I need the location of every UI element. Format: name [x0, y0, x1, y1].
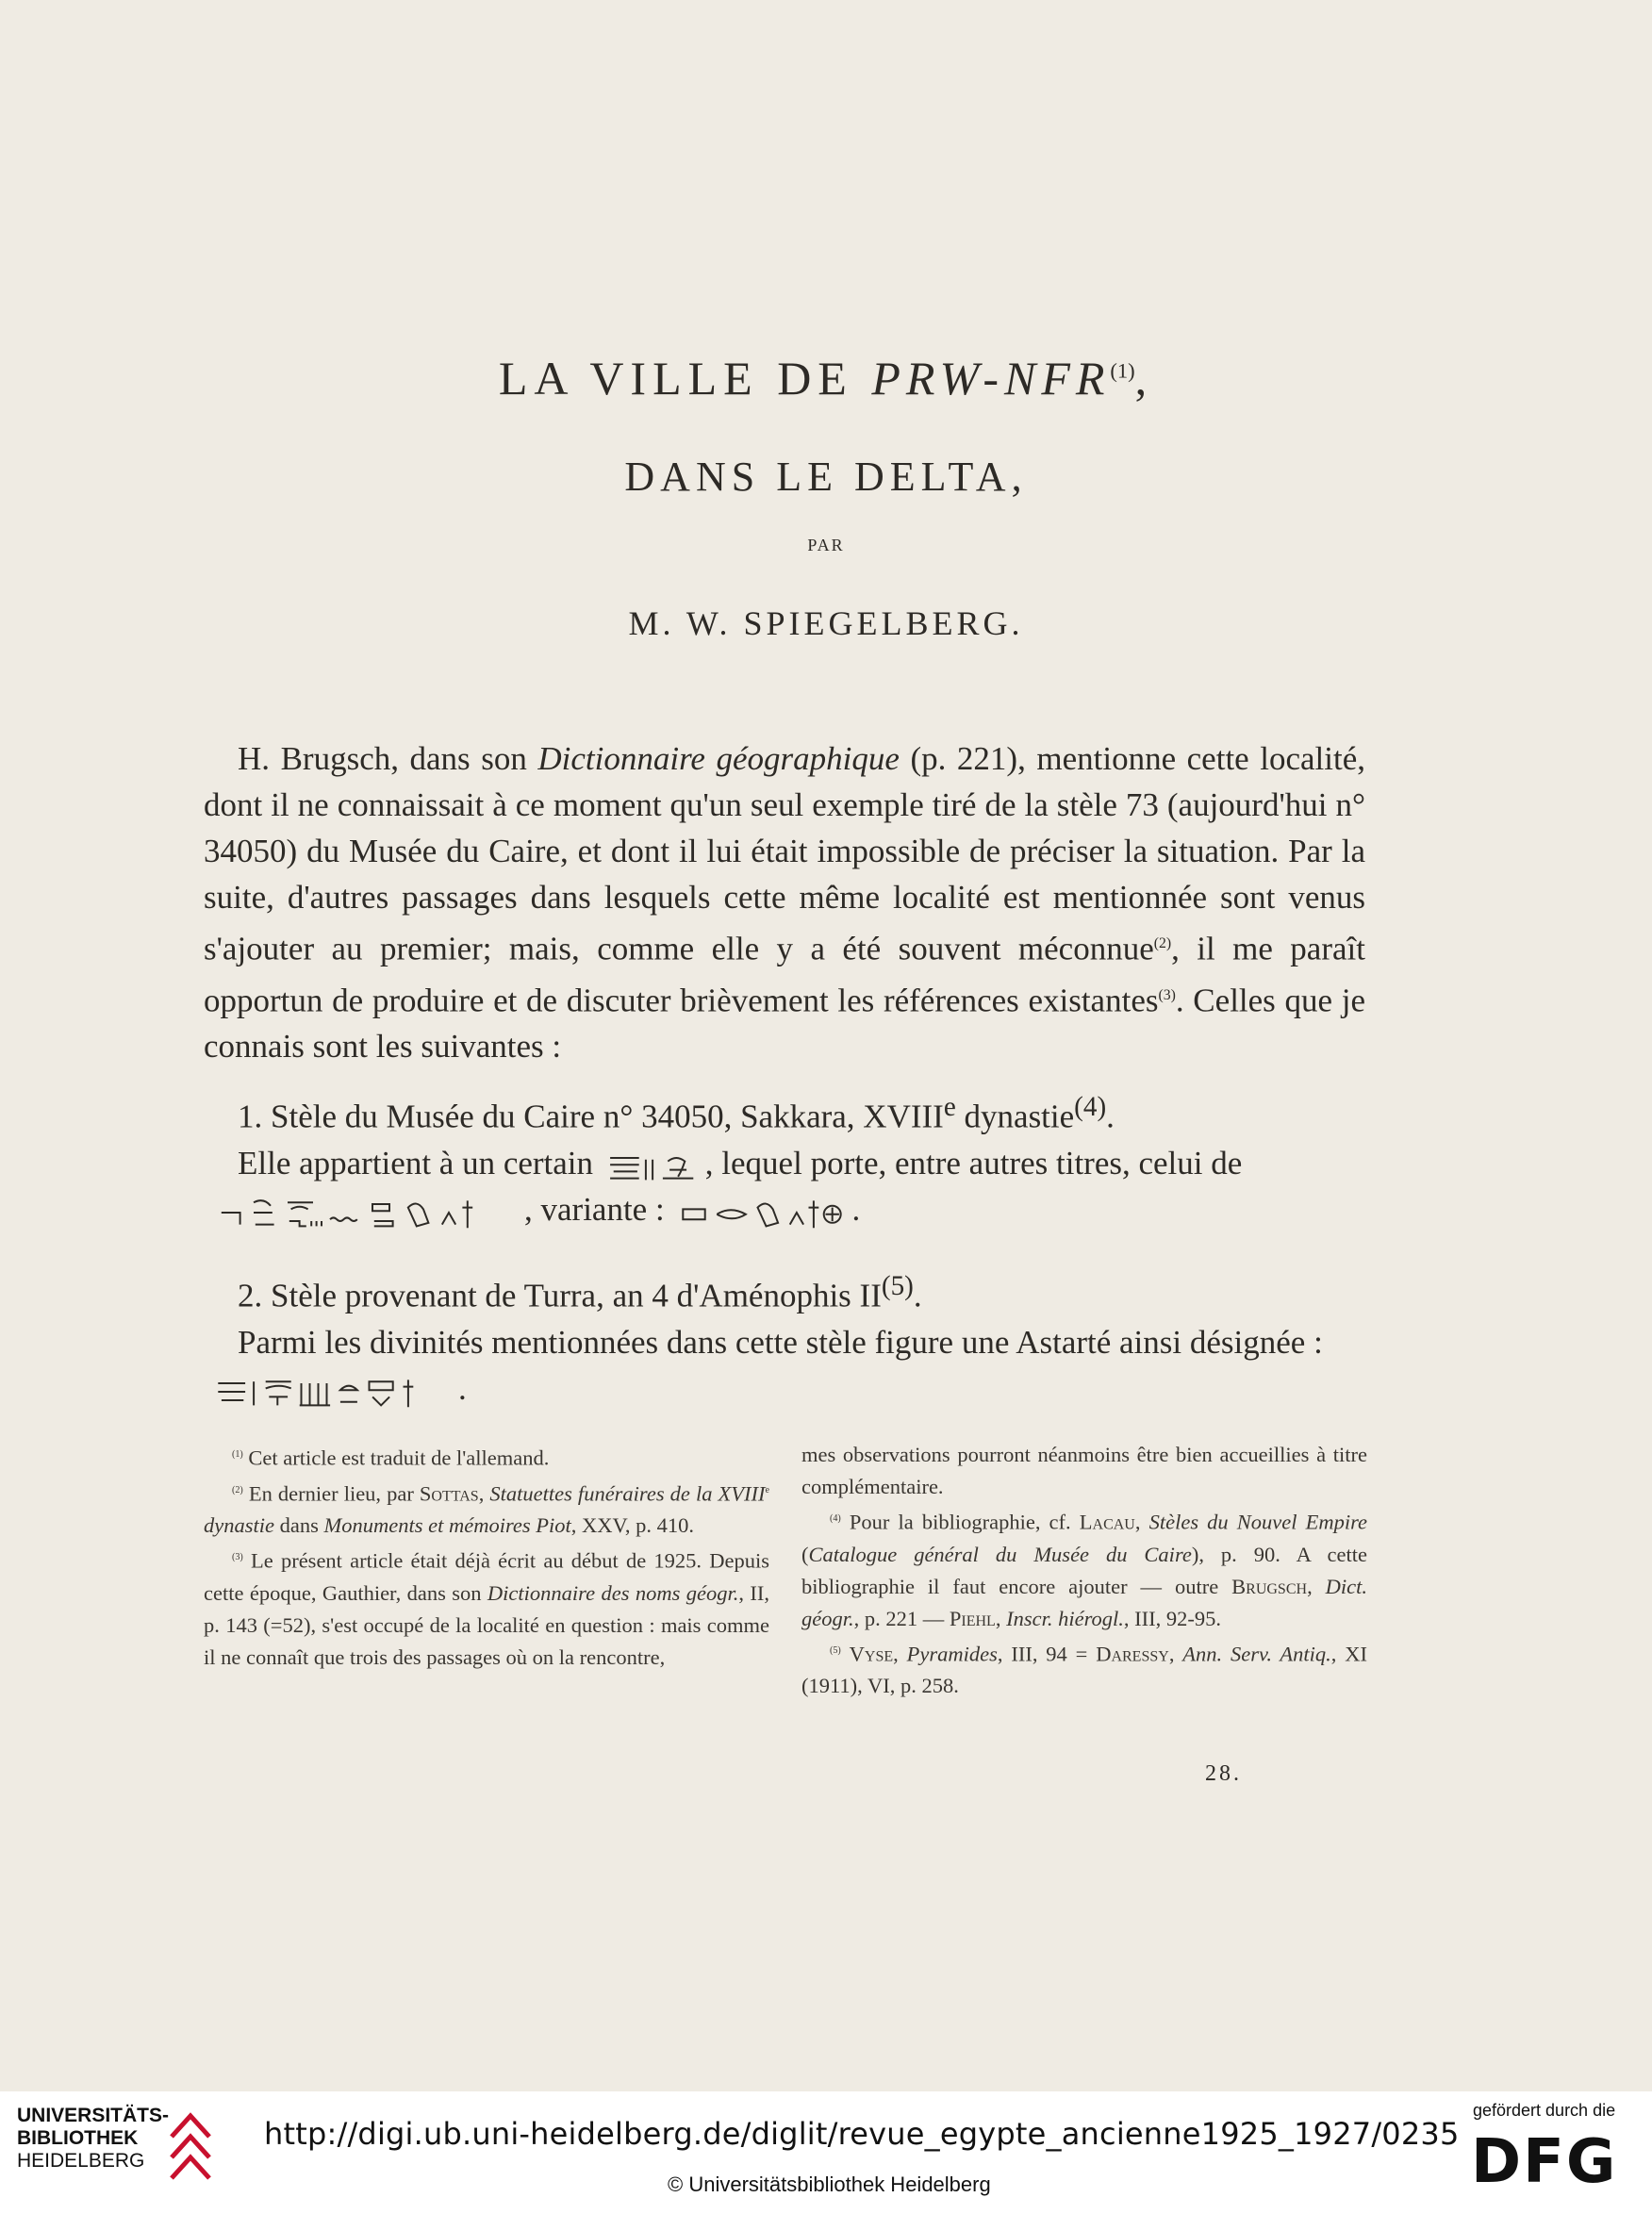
dfg-logo: DFG — [1471, 2127, 1618, 2197]
copyright-notice: © Universitätsbibliothek Heidelberg — [668, 2173, 991, 2196]
footnote-1: $^{(1)}$ Cet article est traduit de l'allemand. — [232, 1446, 550, 1470]
footnote-5: $^{(5)}$ Vyse, Pyramides, III, 94 = Daressy, Ann. Serv. Antiq., XI (1911), VI, p. 258. — [801, 1642, 1368, 1697]
footnotes-right-column — [801, 1439, 1367, 1702]
footnote-2: $^{(2)}$ En dernier lieu, par Sottas, Statuettes funéraires de la XVIIIe dynastie dans Monuments et mémoires Piot, XXV, p. 410. — [204, 1481, 769, 1537]
footnote-3: $^{(3)}$ Le présent article était déjà écrit au début de 1925. Depuis cette époque, Gauthier, dans son Dictionnaire des noms géogr., II, p. 143 (=52), s'est occupé de la localité en question : mais comme il ne connaît que trois des passages où on la rencontre, — [204, 1548, 769, 1669]
library-name: UNIVERSITÄTS- BIBLIOTHEK HEIDELBERG — [17, 2105, 170, 2172]
hieroglyph-name-icon — [602, 1149, 705, 1183]
footnotes-left-column — [204, 1439, 769, 1674]
intro-paragraph: H. Brugsch, dans son Dictionnaire géographique (p. 221), mentionne cette localité, dont il ne connaissait à ce moment qu'un seul exemple tiré de la stèle 73 (aujourd'hui n° 34050) du Musée du Caire, et dont il lui était impossible de préciser la situation. Par la suite, d'autres passages dans lesquels cette même localité est mentionnée sont venus s'ajouter au premier; mais, comme elle y a été souvent méconnue$^{(2)}$, il me paraît opportun de produire et de discuter brièvement les références existantes$^{(3)}$. Celles que je connais sont les suivantes : — [204, 740, 1365, 1066]
library-logo-icon — [166, 2108, 215, 2184]
footer-bar — [0, 2091, 1652, 2214]
funder-note: gefördert durch die — [1473, 2101, 1616, 2120]
permalink-url[interactable]: http://digi.ub.uni-heidelberg.de/diglit/revue_egypte_ancienne1925_1927/0235 — [264, 2116, 1460, 2152]
reference-item-2: 2. Stèle provenant de Turra, an 4 d'Aménophis II$^{(5)}$. Parmi les divinités mentionnées dans cette stèle figure une Astarté ainsi désignée : . — [204, 1264, 1365, 1412]
hieroglyph-variant-icon — [672, 1196, 851, 1230]
footnote-3-continued: mes observations pourront néanmoins être bien accueillies à titre complémentaire. — [801, 1443, 1367, 1498]
hieroglyph-astarte-icon — [204, 1375, 458, 1409]
author-name: M. W. SPIEGELBERG. — [628, 604, 1024, 642]
article-subtitle: DANS LE DELTA, — [624, 454, 1028, 500]
page-number: 28. — [1205, 1761, 1242, 1786]
footnote-4: $^{(4)}$ Pour la bibliographie, cf. Lacau, Stèles du Nouvel Empire (Catalogue général du Musée du Caire), p. 90. A cette bibliographie il faut encore ajouter — outre Brugsch, Dict. géogr., p. 221 — Piehl, Inscr. hiérogl., III, 92-95. — [801, 1510, 1368, 1630]
byline-par: PAR — [807, 536, 845, 554]
hieroglyph-title-icon — [204, 1196, 524, 1230]
reference-item-1: 1. Stèle du Musée du Caire n° 34050, Sakkara, XVIIIe dynastie$^{(4)}$. Elle appartient à un certain , lequel porte, entre autres titres, celui de , variante : . — [204, 1084, 1365, 1232]
article-title: LA VILLE DE PRW-NFR$^{(1)}$, — [498, 352, 1154, 405]
footnote-ref: (1) — [1110, 358, 1135, 383]
